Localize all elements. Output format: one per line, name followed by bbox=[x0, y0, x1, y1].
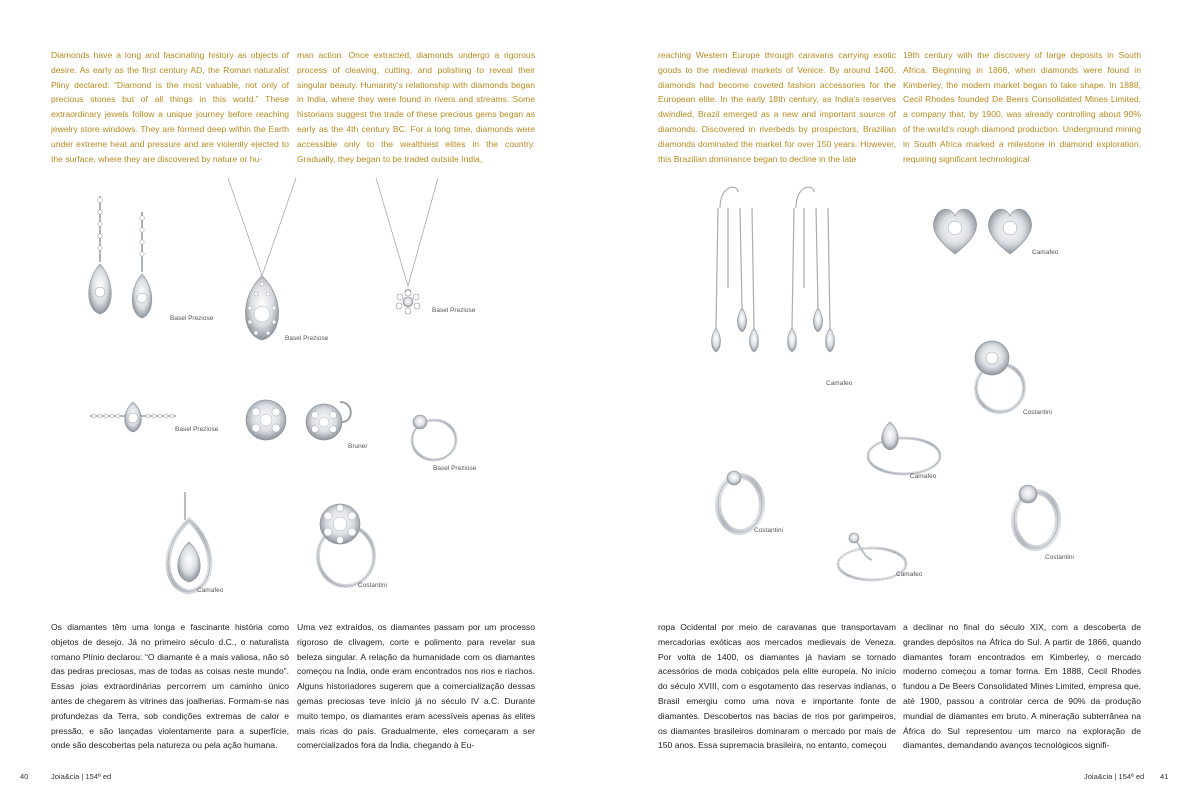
english-text-column-1: reaching Western Europe through caravans carrying exotic goods to the medieval markets of Venice. By around 1400, diamonds had become coveted fashion accessories for the European elite. In the early 18th century, as India’s reserves dwindled, Brazil emerged as a new and important source of diamonds. Discovered in riverbeds by prospectors, Brazilian diamonds dominated the market for over 150 years. However, this Brazilian dominance began to decline in the late bbox=[658, 50, 896, 164]
diamond-ring-icon bbox=[304, 500, 382, 592]
english-text-column-2: 19th century with the discovery of large deposits in South Africa. Beginning in 1866, when diamonds were found in Kimberley, the modern market began to take shape. In 1888, Cecil Rhodes founded De Beers Consolidated Mines Limited, a company that, by 1900, was already controlling about 90% of the world’s rough diamond production. Underground mining in South Africa marked a milestone in diamond exploration, requiring significant technological bbox=[903, 50, 1141, 164]
right-page bbox=[596, 0, 1191, 794]
chandelier-earrings-photo bbox=[710, 178, 850, 378]
cluster-ring-right-photo bbox=[962, 338, 1034, 416]
caption-solitaire-ring: Basel Preziose bbox=[433, 465, 477, 472]
folio-line: Joia&cia | 154ª ed bbox=[1084, 772, 1145, 781]
caption-cluster-ring: Costantini bbox=[358, 582, 387, 589]
cluster-ring-photo bbox=[304, 500, 382, 592]
caption-pear-ring: Camafeo bbox=[910, 473, 937, 480]
bracelet-photo bbox=[88, 398, 178, 438]
english-text-column-2: man action. Once extracted, diamonds undergo a rigorous process of cleaving, cutting, and polishing to reveal their singular beauty. Humanity’s relationship with diamonds began in India, where they were found in rivers and streams. Some historians suggest the trade of these precious gems began as early as the 4th century BC. For a long time, diamonds were accessible only to the wealthiest elites in the country. Gradually, they began to be traded outside India, bbox=[297, 50, 535, 164]
pear-ring-photo bbox=[864, 416, 944, 480]
diamond-pendant-icon bbox=[154, 492, 224, 597]
caption-twist-ring: Camafeo bbox=[896, 571, 923, 578]
pear-pendant-photo bbox=[222, 176, 302, 346]
diamond-drop-earrings-icon bbox=[80, 192, 170, 322]
caption-pear-pendant: Basel Preziose bbox=[285, 335, 329, 342]
diamond-bracelet-icon bbox=[88, 398, 178, 438]
magazine-name: Joia&cia bbox=[1084, 772, 1113, 781]
heart-earrings-photo bbox=[928, 202, 1038, 262]
page-number: 41 bbox=[1160, 772, 1169, 781]
band-ring-right-photo bbox=[1008, 478, 1064, 554]
diamond-earrings-icon bbox=[242, 396, 360, 446]
diamond-ring-icon bbox=[1008, 478, 1064, 554]
caption-band-ring-left: Costantini bbox=[754, 527, 783, 534]
folio-line: Joia&cia | 154ª ed bbox=[51, 772, 112, 781]
edition-number: 154ª ed bbox=[85, 772, 112, 781]
diamond-earrings-icon bbox=[710, 178, 850, 378]
solitaire-ring-photo bbox=[404, 406, 464, 466]
diamond-ring-icon bbox=[864, 416, 944, 480]
portuguese-text-column-2: Uma vez extraídos, os diamantes passam por um processo rigoroso de clivagem, corte e polimento para revelar sua beleza singular. A relação da humanidade com os diamantes começou na Índia, onde eram encontrados nos rios e riachos. Alguns historiadores sugerem que a comercialização dessas gemas preciosas teve início já no século IV a.C. Durante muito tempo, os diamantes eram acessíveis apenas às elites mais ricas do país. Gradualmente, eles começaram a ser comercializados fora da Índia, chegando à Eu- bbox=[297, 622, 535, 751]
diamond-ring-icon bbox=[962, 338, 1034, 416]
caption-halo-pendant: Camafeo bbox=[197, 587, 224, 594]
caption-chandelier-earrings: Camafeo bbox=[826, 380, 853, 387]
caption-drop-earrings: Basel Preziose bbox=[170, 315, 214, 322]
edition-number: 154ª ed bbox=[1118, 772, 1145, 781]
caption-cluster-ring-right: Costantini bbox=[1023, 409, 1052, 416]
left-page bbox=[0, 0, 595, 794]
drop-earrings-photo bbox=[80, 192, 170, 322]
portuguese-text-column-1: Os diamantes têm uma longa e fascinante história como objetos de desejo. Já no primeiro século d.C., o naturalista romano Plínio declarou: “O diamante é a mais valiosa, não só das pedras preciosas, mas de todas as coisas neste mundo”. Essas joias extraordinárias percorrem um caminho único antes de chegarem às vitrines das joalherias. Formam-se nas profundezas da Terra, sob condições extremas de calor e pressão, e são lançadas violentamente para a superfície, onde são descobertas pela natureza ou pela ação humana. bbox=[51, 622, 289, 751]
diamond-pendant-icon bbox=[222, 176, 302, 346]
diamond-ring-icon bbox=[404, 406, 464, 466]
flower-pendant-photo bbox=[372, 176, 442, 321]
portuguese-text-column-2: a declinar no final do século XIX, com a descoberta de grandes depósitos na África do Sul. A partir de 1866, quando diamantes foram encontrados em Kimberley, o mercado moderno começou a tomar forma. Em 1888, Cecil Rhodes fundou a De Beers Consolidated Mines Limited, empresa que, até 1900, passou a controlar cerca de 90% da produção mundial de diamantes em bruto. A mineração subterrânea na África do Sul representou um marco na exploração de diamantes, demandando avanços tecnológicos signifi- bbox=[903, 622, 1141, 751]
halo-pendant-photo bbox=[154, 492, 224, 597]
caption-cluster-earrings: Bruner bbox=[348, 443, 368, 450]
cluster-earrings-photo bbox=[242, 396, 360, 446]
caption-heart-earrings: Camafeo bbox=[1032, 249, 1059, 256]
magazine-name: Joia&cia bbox=[51, 772, 80, 781]
english-text-column-1: Diamonds have a long and fascinating history as objects of desire. As early as the first century AD, the Roman naturalist Pliny declared: “Diamond is the most valuable, not only of precious stones but of all things in this world.” These extraordinary jewels follow a unique journey before reaching jewelry store windows. They are formed deep within the Earth under extreme heat and pressure and are violently ejected to the surface, where they are discovered by nature or hu- bbox=[51, 50, 289, 164]
page-number: 40 bbox=[20, 772, 29, 781]
portuguese-text-column-1: ropa Ocidental por meio de caravanas que transportavam mercadorias exóticas aos mercados medievais de Veneza. Por volta de 1400, os diamantes já haviam se tornado acessórios de moda cobiçados pela elite europeia. No início do século XVIII, com o esgotamento das reservas indianas, o Brasil emergiu como uma nova e importante fonte de diamantes. Descobertos nas bacias de rios por garimpeiros, os diamantes brasileiros dominaram o mercado por mais de 150 anos. Essa supremacia brasileira, no entanto, começou bbox=[658, 622, 896, 751]
caption-flower-pendant: Basel Preziose bbox=[432, 307, 476, 314]
diamond-earrings-icon bbox=[928, 202, 1038, 262]
diamond-pendant-icon bbox=[372, 176, 442, 321]
caption-band-ring-right: Costantini bbox=[1045, 554, 1074, 561]
caption-bracelet: Basel Preziose bbox=[175, 426, 219, 433]
